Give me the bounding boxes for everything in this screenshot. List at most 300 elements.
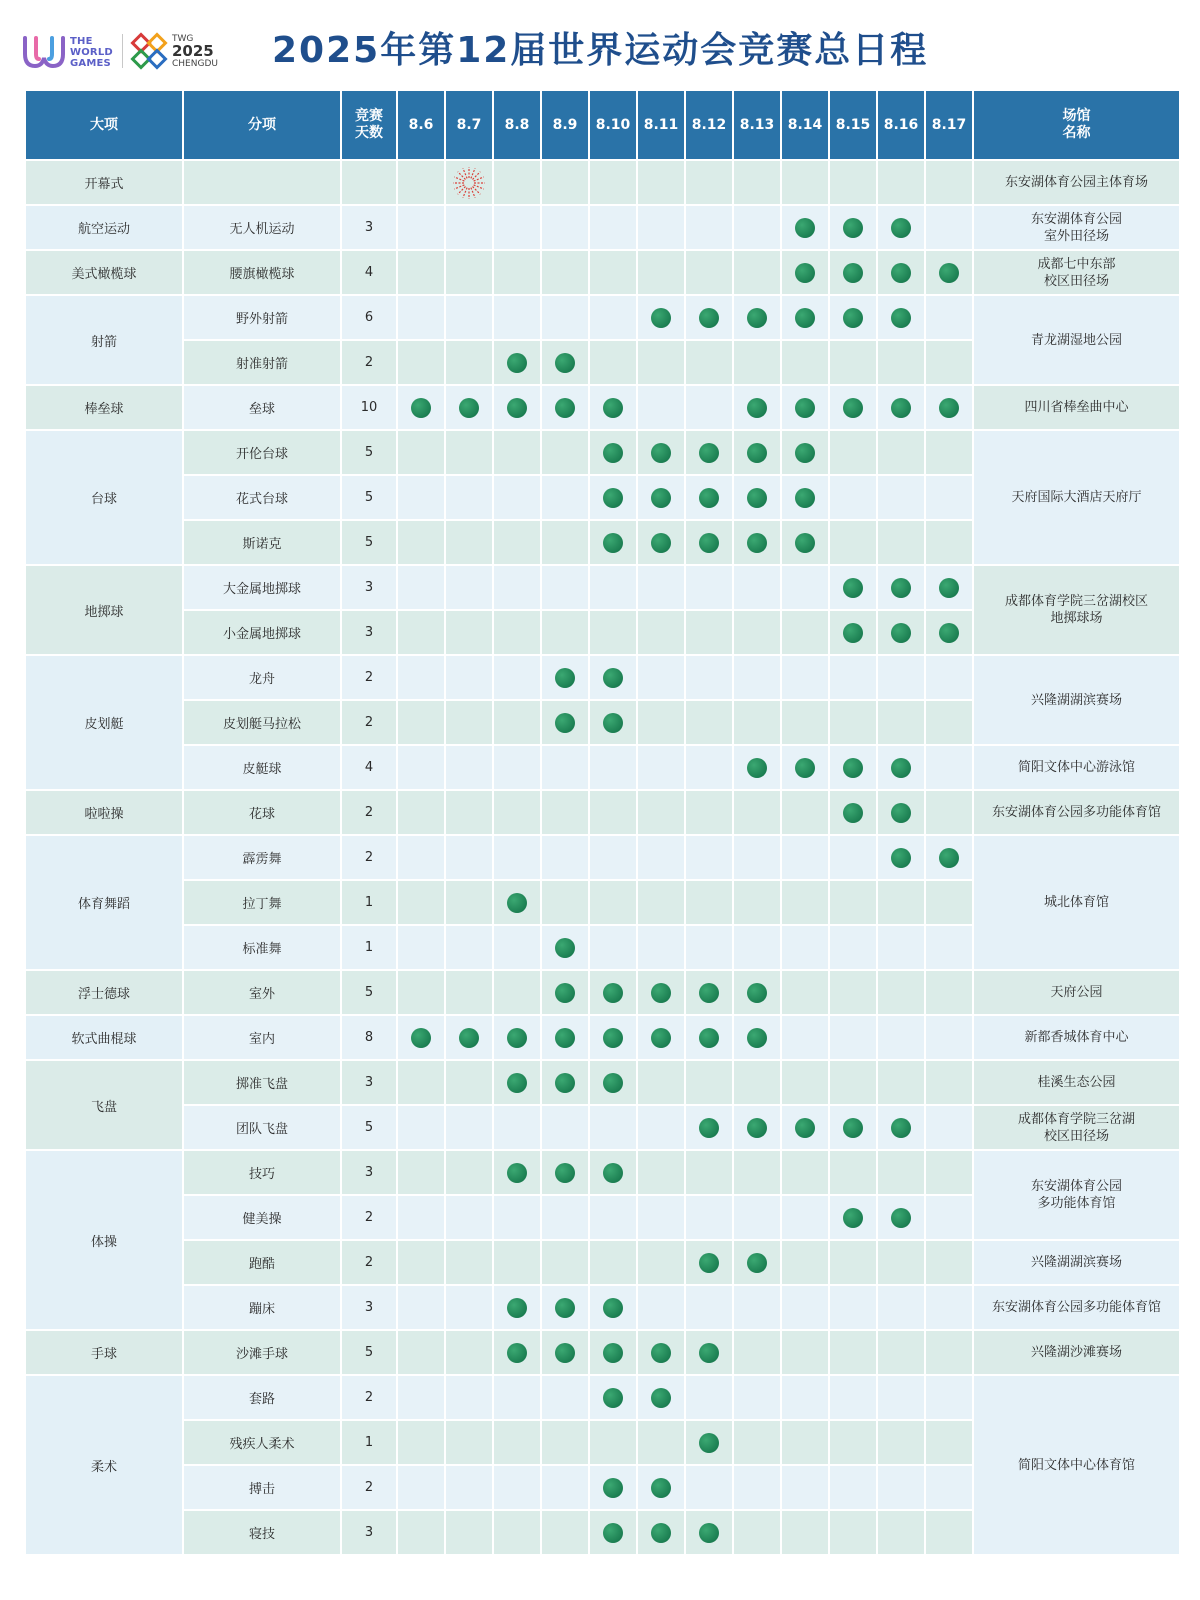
date-cell — [445, 835, 493, 880]
date-cell — [685, 1105, 733, 1150]
date-cell — [877, 1015, 925, 1060]
date-cell — [781, 295, 829, 340]
date-cell — [493, 475, 541, 520]
date-cell — [829, 1060, 877, 1105]
date-cell — [925, 925, 973, 970]
date-cell — [781, 1465, 829, 1510]
competition-day-dot — [795, 443, 815, 463]
date-cell — [637, 1060, 685, 1105]
days-cell: 2 — [341, 835, 397, 880]
discipline-cell: 拉丁舞 — [183, 880, 341, 925]
competition-day-dot — [603, 1343, 623, 1363]
date-cell — [397, 1060, 445, 1105]
header-date: 8.6 — [397, 90, 445, 160]
date-cell — [589, 1420, 637, 1465]
header-date: 8.15 — [829, 90, 877, 160]
days-cell: 3 — [341, 1510, 397, 1555]
date-cell — [589, 1510, 637, 1555]
date-cell — [589, 1105, 637, 1150]
venue-line: 东安湖体育公园多功能体育馆 — [991, 1300, 1161, 1315]
date-cell — [877, 925, 925, 970]
competition-day-dot — [891, 218, 911, 238]
days-cell: 5 — [341, 475, 397, 520]
date-cell — [493, 1195, 541, 1240]
date-cell — [445, 520, 493, 565]
date-cell — [733, 1060, 781, 1105]
date-cell — [733, 1105, 781, 1150]
table-row — [25, 745, 1180, 790]
discipline-cell: 室外 — [183, 970, 341, 1015]
date-cell — [877, 970, 925, 1015]
days-cell: 2 — [341, 1465, 397, 1510]
date-cell — [445, 610, 493, 655]
date-cell — [637, 1465, 685, 1510]
competition-day-dot — [603, 1163, 623, 1183]
venue-line: 东安湖体育公园 — [1030, 211, 1122, 227]
discipline-cell: 残疾人柔术 — [183, 1420, 341, 1465]
date-cell — [733, 1510, 781, 1555]
date-cell — [541, 1420, 589, 1465]
competition-day-dot — [555, 1028, 575, 1048]
venue-line: 东安湖体育公园多功能体育馆 — [991, 805, 1161, 820]
venue-line: 多功能体育馆 — [1037, 1196, 1116, 1211]
date-cell — [397, 1195, 445, 1240]
world-games-logo — [22, 32, 66, 70]
date-cell — [397, 565, 445, 610]
date-cell — [541, 1375, 589, 1420]
date-cell — [877, 745, 925, 790]
date-cell — [541, 835, 589, 880]
date-cell — [781, 925, 829, 970]
sport-cell: 皮划艇 — [25, 655, 183, 790]
date-cell — [685, 340, 733, 385]
date-cell — [589, 1240, 637, 1285]
date-cell — [685, 970, 733, 1015]
date-cell — [829, 1375, 877, 1420]
date-cell — [925, 1465, 973, 1510]
date-cell — [589, 160, 637, 205]
date-cell — [685, 1015, 733, 1060]
date-cell — [925, 745, 973, 790]
competition-day-dot — [891, 1208, 911, 1228]
date-cell — [685, 295, 733, 340]
date-cell — [397, 655, 445, 700]
date-cell — [925, 1510, 973, 1555]
date-cell — [781, 1150, 829, 1195]
venue-line: 简阳文体中心体育馆 — [1017, 1457, 1135, 1473]
header-date: 8.11 — [637, 90, 685, 160]
sport-cell: 飞盘 — [25, 1060, 183, 1150]
table-row — [25, 655, 1180, 700]
date-cell — [925, 520, 973, 565]
days-cell: 3 — [341, 610, 397, 655]
date-cell — [445, 1060, 493, 1105]
date-cell — [733, 655, 781, 700]
date-cell — [925, 1150, 973, 1195]
date-cell — [781, 1015, 829, 1060]
date-cell — [589, 1195, 637, 1240]
date-cell — [397, 475, 445, 520]
date-cell — [541, 430, 589, 475]
date-cell — [733, 1195, 781, 1240]
date-cell — [397, 205, 445, 250]
competition-day-dot — [747, 983, 767, 1003]
competition-day-dot — [939, 848, 959, 868]
date-cell — [493, 700, 541, 745]
date-cell — [445, 160, 493, 205]
date-cell — [829, 475, 877, 520]
date-cell — [397, 1015, 445, 1060]
date-cell — [445, 1375, 493, 1420]
discipline-cell: 花式台球 — [183, 475, 341, 520]
date-cell — [589, 430, 637, 475]
venue-line: 四川省棒垒曲中心 — [1024, 400, 1129, 415]
date-cell — [877, 250, 925, 295]
date-cell — [541, 1510, 589, 1555]
competition-day-dot — [603, 1028, 623, 1048]
venue-cell — [973, 1150, 1180, 1240]
date-cell — [733, 880, 781, 925]
date-cell — [925, 1420, 973, 1465]
date-cell — [733, 1240, 781, 1285]
date-cell — [733, 700, 781, 745]
date-cell — [493, 1330, 541, 1375]
competition-day-dot — [507, 1298, 527, 1318]
date-cell — [829, 205, 877, 250]
date-cell — [541, 655, 589, 700]
date-cell — [733, 475, 781, 520]
date-cell — [637, 925, 685, 970]
date-cell — [733, 250, 781, 295]
date-cell — [637, 655, 685, 700]
competition-day-dot — [747, 1028, 767, 1048]
competition-day-dot — [891, 1118, 911, 1138]
date-cell — [397, 925, 445, 970]
date-cell — [637, 1105, 685, 1150]
competition-day-dot — [747, 1253, 767, 1273]
date-cell — [685, 1195, 733, 1240]
competition-day-dot — [843, 218, 863, 238]
date-cell — [589, 1015, 637, 1060]
days-cell: 3 — [341, 1060, 397, 1105]
date-cell — [445, 295, 493, 340]
date-cell — [781, 1240, 829, 1285]
table-row — [25, 250, 1180, 295]
date-cell — [541, 790, 589, 835]
date-cell — [637, 1420, 685, 1465]
date-cell — [925, 1375, 973, 1420]
competition-day-dot — [891, 398, 911, 418]
sport-cell: 美式橄榄球 — [25, 250, 183, 295]
days-cell: 2 — [341, 340, 397, 385]
date-cell — [733, 745, 781, 790]
firework-icon — [449, 163, 489, 203]
competition-day-dot — [939, 263, 959, 283]
date-cell — [829, 250, 877, 295]
venue-line: 成都七中东部 — [1037, 256, 1116, 272]
date-cell — [781, 745, 829, 790]
date-cell — [733, 160, 781, 205]
discipline-cell: 垒球 — [183, 385, 341, 430]
date-cell — [925, 1330, 973, 1375]
competition-day-dot — [747, 533, 767, 553]
days-cell: 2 — [341, 1375, 397, 1420]
date-cell — [397, 430, 445, 475]
date-cell — [637, 1375, 685, 1420]
date-cell — [781, 520, 829, 565]
venue-cell — [973, 1015, 1180, 1060]
date-cell — [397, 1465, 445, 1510]
competition-day-dot — [795, 533, 815, 553]
date-cell — [589, 610, 637, 655]
discipline-cell: 花球 — [183, 790, 341, 835]
date-cell — [541, 610, 589, 655]
competition-day-dot — [939, 398, 959, 418]
sport-cell: 地掷球 — [25, 565, 183, 655]
venue-cell — [973, 565, 1180, 655]
venue-cell — [973, 250, 1180, 295]
competition-day-dot — [699, 488, 719, 508]
competition-day-dot — [795, 308, 815, 328]
competition-day-dot — [411, 1028, 431, 1048]
date-cell — [637, 250, 685, 295]
venue-cell — [973, 790, 1180, 835]
competition-day-dot — [795, 488, 815, 508]
discipline-cell: 皮划艇马拉松 — [183, 700, 341, 745]
header-date: 8.7 — [445, 90, 493, 160]
date-cell — [637, 700, 685, 745]
competition-day-dot — [651, 533, 671, 553]
date-cell — [493, 430, 541, 475]
date-cell — [637, 340, 685, 385]
date-cell — [589, 970, 637, 1015]
date-cell — [877, 205, 925, 250]
competition-day-dot — [603, 713, 623, 733]
header-date: 8.9 — [541, 90, 589, 160]
competition-day-dot — [651, 1523, 671, 1543]
days-cell: 3 — [341, 1150, 397, 1195]
date-cell — [397, 790, 445, 835]
days-cell: 1 — [341, 1420, 397, 1465]
date-cell — [829, 1510, 877, 1555]
table-row — [25, 1240, 1180, 1285]
header-date: 8.12 — [685, 90, 733, 160]
competition-day-dot — [507, 1343, 527, 1363]
date-cell — [685, 1060, 733, 1105]
date-cell — [781, 1510, 829, 1555]
discipline-cell: 龙舟 — [183, 655, 341, 700]
competition-day-dot — [795, 263, 815, 283]
date-cell — [541, 1015, 589, 1060]
date-cell — [781, 970, 829, 1015]
competition-day-dot — [699, 1343, 719, 1363]
competition-day-dot — [795, 398, 815, 418]
date-cell — [637, 1015, 685, 1060]
date-cell — [637, 430, 685, 475]
date-cell — [397, 250, 445, 295]
date-cell — [733, 835, 781, 880]
date-cell — [445, 340, 493, 385]
sport-cell: 手球 — [25, 1330, 183, 1375]
competition-day-dot — [507, 1073, 527, 1093]
date-cell — [733, 340, 781, 385]
competition-day-dot — [699, 443, 719, 463]
date-cell — [637, 1510, 685, 1555]
discipline-cell: 搏击 — [183, 1465, 341, 1510]
date-cell — [829, 1420, 877, 1465]
date-cell — [445, 1420, 493, 1465]
date-cell — [685, 430, 733, 475]
date-cell — [685, 835, 733, 880]
date-cell — [445, 1015, 493, 1060]
discipline-cell: 室内 — [183, 1015, 341, 1060]
days-cell: 5 — [341, 1330, 397, 1375]
discipline-cell: 套路 — [183, 1375, 341, 1420]
date-cell — [829, 565, 877, 610]
date-cell — [493, 880, 541, 925]
date-cell — [445, 925, 493, 970]
days-cell — [341, 160, 397, 205]
date-cell — [829, 745, 877, 790]
competition-day-dot — [843, 398, 863, 418]
days-cell: 6 — [341, 295, 397, 340]
date-cell — [493, 160, 541, 205]
date-cell — [589, 1150, 637, 1195]
date-cell — [925, 250, 973, 295]
venue-line: 校区田径场 — [1043, 273, 1109, 289]
sport-cell: 射箭 — [25, 295, 183, 385]
date-cell — [445, 1285, 493, 1330]
date-cell — [493, 835, 541, 880]
sport-cell: 体操 — [25, 1150, 183, 1330]
date-cell — [493, 1510, 541, 1555]
venue-cell — [973, 385, 1180, 430]
date-cell — [493, 1465, 541, 1510]
date-cell — [781, 475, 829, 520]
venue-cell — [973, 295, 1180, 385]
competition-day-dot — [843, 758, 863, 778]
date-cell — [685, 745, 733, 790]
date-cell — [733, 295, 781, 340]
competition-day-dot — [843, 1118, 863, 1138]
date-cell — [877, 385, 925, 430]
date-cell — [397, 1240, 445, 1285]
date-cell — [877, 655, 925, 700]
date-cell — [397, 1105, 445, 1150]
competition-day-dot — [555, 353, 575, 373]
date-cell — [589, 790, 637, 835]
date-cell — [589, 1330, 637, 1375]
competition-day-dot — [603, 1073, 623, 1093]
competition-day-dot — [651, 308, 671, 328]
date-cell — [637, 1285, 685, 1330]
discipline-cell: 霹雳舞 — [183, 835, 341, 880]
venue-cell — [973, 745, 1180, 790]
date-cell — [877, 295, 925, 340]
date-cell — [781, 1285, 829, 1330]
date-cell — [829, 1015, 877, 1060]
date-cell — [877, 1105, 925, 1150]
competition-day-dot — [603, 398, 623, 418]
date-cell — [781, 250, 829, 295]
date-cell — [829, 1330, 877, 1375]
competition-day-dot — [555, 1163, 575, 1183]
competition-day-dot — [699, 1433, 719, 1453]
table-row — [25, 1330, 1180, 1375]
date-cell — [493, 385, 541, 430]
date-cell — [541, 205, 589, 250]
date-cell — [733, 430, 781, 475]
date-cell — [925, 1015, 973, 1060]
date-cell — [781, 880, 829, 925]
header-venue — [973, 90, 1180, 160]
date-cell — [781, 1060, 829, 1105]
date-cell — [733, 205, 781, 250]
competition-day-dot — [651, 1028, 671, 1048]
competition-day-dot — [603, 443, 623, 463]
discipline-cell: 射准射箭 — [183, 340, 341, 385]
date-cell — [589, 520, 637, 565]
date-cell — [685, 790, 733, 835]
competition-day-dot — [603, 533, 623, 553]
date-cell — [877, 160, 925, 205]
competition-day-dot — [747, 308, 767, 328]
date-cell — [829, 340, 877, 385]
venue-line: 桂溪生态公园 — [1037, 1075, 1116, 1090]
date-cell — [445, 1330, 493, 1375]
date-cell — [925, 655, 973, 700]
date-cell — [829, 925, 877, 970]
date-cell — [445, 475, 493, 520]
venue-line: 兴隆湖湖滨赛场 — [1030, 1255, 1122, 1270]
date-cell — [493, 745, 541, 790]
date-cell — [829, 1105, 877, 1150]
date-cell — [589, 295, 637, 340]
competition-day-dot — [699, 1523, 719, 1543]
date-cell — [781, 1420, 829, 1465]
venue-cell — [973, 835, 1180, 970]
competition-day-dot — [795, 1118, 815, 1138]
date-cell — [685, 565, 733, 610]
date-cell — [541, 475, 589, 520]
date-cell — [877, 565, 925, 610]
date-cell — [445, 1150, 493, 1195]
date-cell — [829, 790, 877, 835]
sport-cell: 开幕式 — [25, 160, 183, 205]
discipline-cell: 健美操 — [183, 1195, 341, 1240]
date-cell — [829, 1150, 877, 1195]
discipline-cell: 开伦台球 — [183, 430, 341, 475]
date-cell — [397, 835, 445, 880]
date-cell — [637, 1330, 685, 1375]
date-cell — [397, 970, 445, 1015]
date-cell — [637, 205, 685, 250]
date-cell — [829, 385, 877, 430]
date-cell — [685, 520, 733, 565]
venue-cell — [973, 1375, 1180, 1555]
date-cell — [493, 1060, 541, 1105]
competition-day-dot — [843, 803, 863, 823]
date-cell — [589, 880, 637, 925]
days-cell: 4 — [341, 745, 397, 790]
header-date: 8.8 — [493, 90, 541, 160]
date-cell — [733, 1285, 781, 1330]
venue-line: 东安湖体育公园 — [1030, 1179, 1122, 1194]
date-cell — [637, 835, 685, 880]
date-cell — [541, 340, 589, 385]
venue-cell — [973, 1330, 1180, 1375]
competition-day-dot — [603, 1478, 623, 1498]
